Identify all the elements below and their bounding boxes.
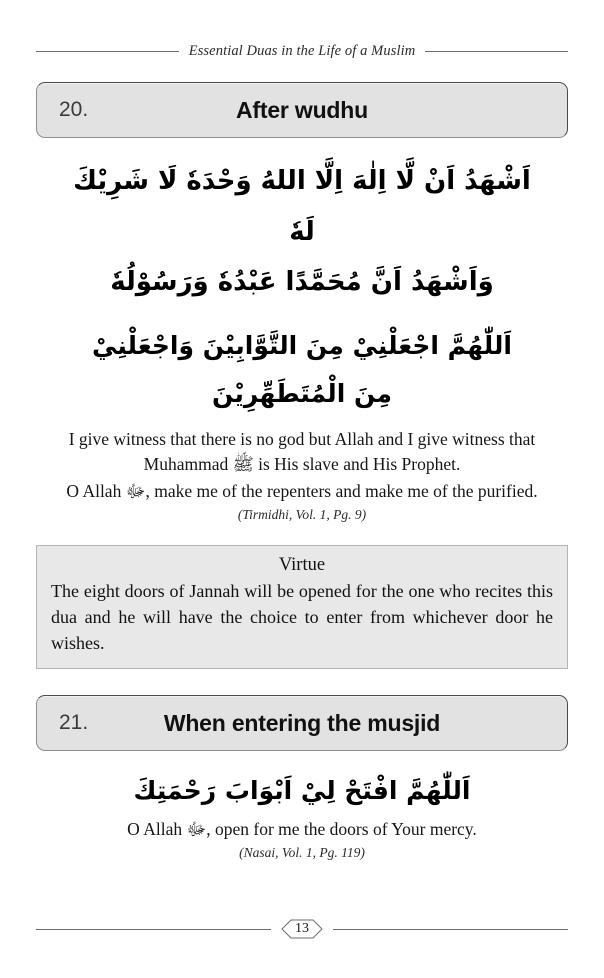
dua-title-bar-21 (36, 695, 568, 751)
citation-21: (Nasai, Vol. 1, Pg. 119) (239, 845, 365, 861)
header-rule-right (425, 51, 568, 52)
translation-paragraph: I give witness that there is no god but Allah and I give witness that Muhammad ﷺ is His slave and His Prophet. (68, 429, 536, 474)
virtue-box-20 (36, 545, 568, 670)
running-header-title: Essential Duas in the Life of a Muslim (188, 42, 416, 59)
dua-title-21: When entering the musjid (163, 709, 441, 736)
footer-rule-right (333, 929, 568, 930)
running-header (36, 42, 568, 60)
arabic-line: اَشْهَدُ اَنْ لَّا اِلٰهَ اِلَّا اللهُ وَحْدَهٗ لَا شَرِيْكَ لَهٗ (73, 166, 531, 247)
footer-rule-left (36, 929, 271, 930)
page-number: 13 (295, 921, 309, 936)
arabic-text-21 (36, 771, 568, 811)
arabic-line: اَللّٰهُمَّ اجْعَلْنِيْ مِنَ التَّوَّابِيْنَ وَاجْعَلْنِيْ (92, 331, 512, 361)
dua-title-bar-20 (36, 82, 568, 138)
dua-title-20: After wudhu (236, 96, 368, 123)
page-number-badge (280, 918, 324, 940)
dua-number-21: 21. (59, 711, 89, 735)
header-rule-left (36, 51, 179, 52)
document-page (0, 42, 604, 978)
translation-21 (36, 817, 568, 842)
arabic-line: مِنَ الْمُتَطَهِّرِيْنَ (212, 378, 392, 408)
dua-number-20: 20. (59, 98, 89, 121)
virtue-heading: Virtue (278, 554, 326, 575)
arabic-line: وَاَشْهَدُ اَنَّ مُحَمَّدًا عَبْدُهٗ وَرَسُوْلُهٗ (110, 267, 494, 298)
arabic-line: اَللّٰهُمَّ افْتَحْ لِيْ اَبْوَابَ رَحْمَتِكَ (133, 776, 471, 806)
arabic-text-20-part2 (36, 322, 568, 417)
translation-paragraph: O Allah ﷻ, make me of the repenters and make me of the purified. (66, 480, 538, 501)
virtue-text: The eight doors of Jannah will be opened for the one who recites this dua and he will have the choice to enter from whichever door he wishes. (51, 580, 553, 654)
translation-20 (36, 427, 568, 504)
arabic-text-20-part1 (36, 156, 568, 308)
page-footer (36, 918, 568, 940)
citation-20: (Tirmidhi, Vol. 1, Pg. 9) (237, 506, 367, 522)
translation-paragraph: O Allah ﷻ, open for me the doors of Your mercy. (127, 819, 477, 840)
